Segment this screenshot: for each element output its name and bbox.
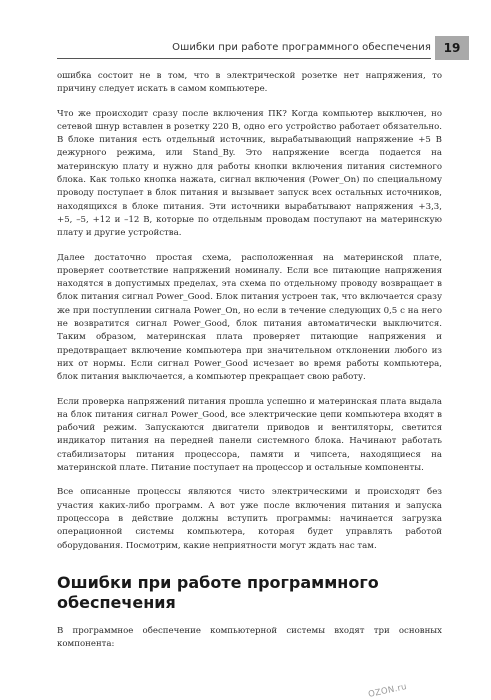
paragraph-1: ошибка состоит не в том, что в электрической розетке нет напряжения, то причину следует искать в самом компьютере. bbox=[57, 71, 442, 95]
section-intro: В программное обеспечение компьютерной системы входят три основных компонента: bbox=[57, 625, 442, 650]
running-title: Ошибки при работе программного обеспечения bbox=[172, 42, 431, 53]
page-body bbox=[57, 70, 442, 662]
section-heading: Ошибки при работе программного обеспечения bbox=[57, 572, 379, 612]
page-number: 19 bbox=[435, 36, 469, 60]
header-rule bbox=[57, 58, 431, 59]
page-header bbox=[0, 36, 491, 56]
paragraph-5: Все описанные процессы являются чисто электрическими и происходят без участия каких-либо программ. А вот уже после включения питания и запуска процессора в действие должны вступить программы: начинается загрузка операционной системы компьютера, которая будет управлять работой оборудования. Посмотрим, какие неприятности могут ждать нас там. bbox=[57, 487, 442, 551]
ozon-watermark bbox=[367, 682, 407, 700]
paragraph-2: Что же происходит сразу после включения ПК? Когда компьютер выключен, но сетевой шнур вставлен в розетку 220 В, одно его устройство работает обязательно. В блоке питания есть отдельный источник, вырабатывающий напряжение +5 В дежурного режима, или Stand_By. Это напряжение всегда подается на материнскую плату и нужно для работы кнопки включения питания системного блока. Как только кнопка нажата, сигнал включения (Power_On) по специальному проводу поступает в блок питания и вызывает запуск всех остальных источников, находящихся в блоке питания. Эти источники вырабатывают напряжения +3,3, +5, –5, +12 и –12 В, которые по отдельным проводам поступают на материнскую плату и другие устройства. bbox=[57, 108, 442, 239]
paragraph-4: Если проверка напряжений питания прошла успешно и материнская плата выдала на блок питания сигнал Power_Good, все электрические цепи компьютера входят в рабочий режим. Запускаются двигатели приводов и вентиляторы, светится индикатор питания на передней панели системного блока. Начинают работать стабилизаторы питания процессора, памяти и чипсета, находящиеся на материнской плате. Питание поступает на процессор и остальные компоненты. bbox=[57, 396, 442, 474]
watermark-text: OZON.ru bbox=[367, 682, 408, 700]
paragraph-3: Далее достаточно простая схема, расположенная на материнской плате, проверяет соответствие напряжений номиналу. Если все питающие напряжения находятся в допустимых пределах, эта схема по отдельному проводу возвращает в блок питания сигнал Power_Good. Блок питания устроен так, что включается сразу же при поступлении сигнала Power_On, но если в течение следующих 0,5 с на него не возвратится сигнал Power_Good, блок питания автоматически выключится. Таким образом, материнская плата проверяет питающие напряжения и предотвращает включение компьютера при значительном отклонении любого из них от нормы. Если сигнал Power_Good исчезает во время работы компьютера, блок питания выключается, а компьютер прекращает свою работу. bbox=[57, 252, 442, 383]
